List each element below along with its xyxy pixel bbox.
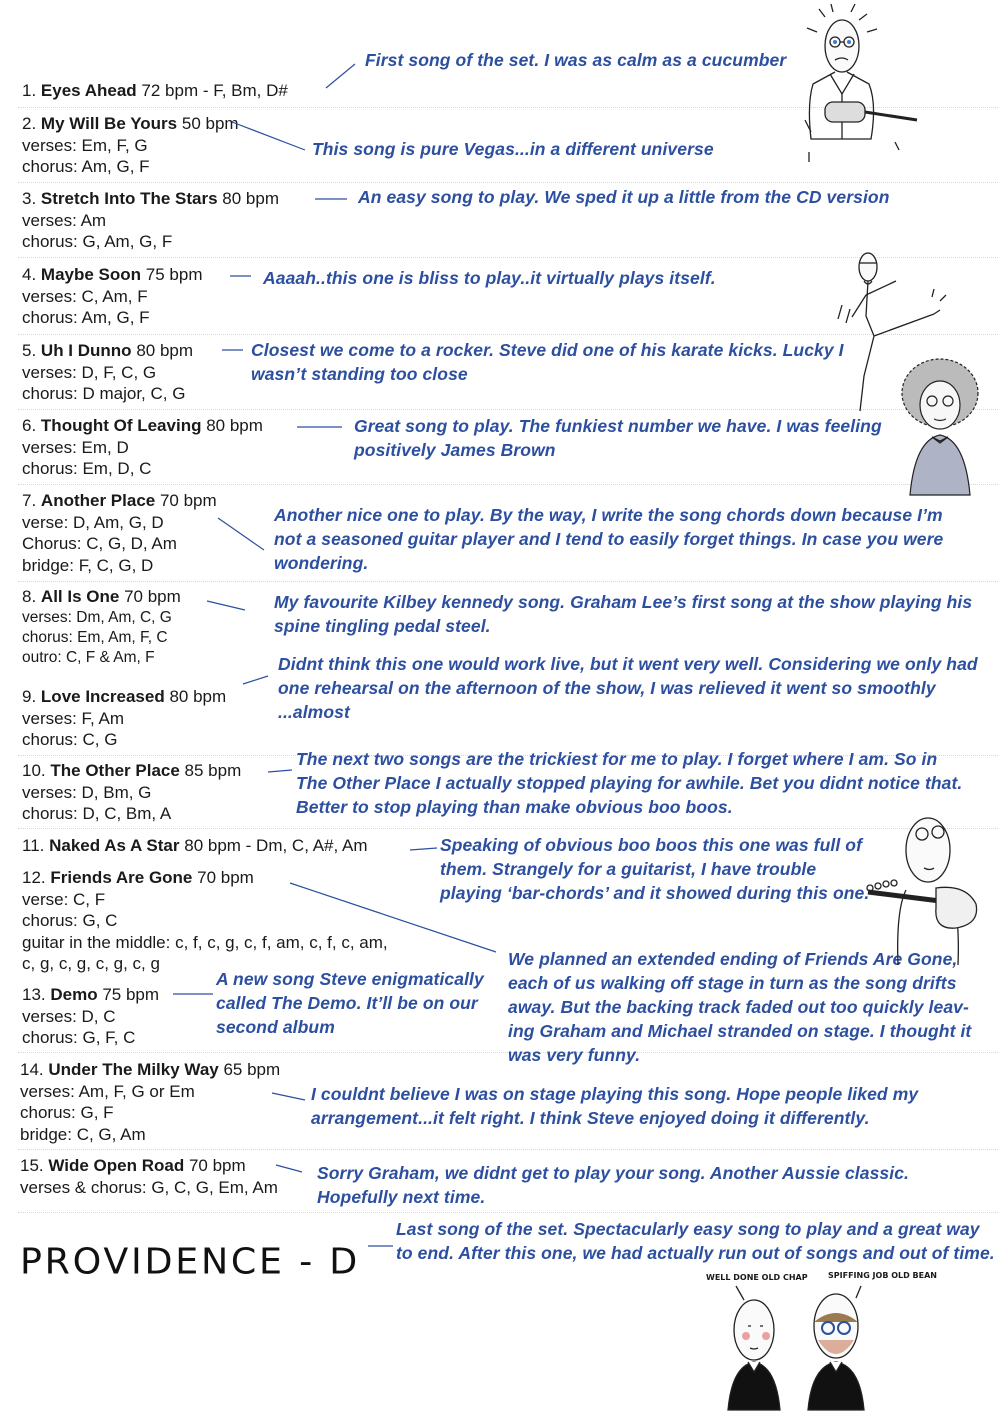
chord-line: verses: Em, D (22, 437, 129, 457)
song-tempo: 85 bpm (184, 761, 242, 780)
song-tempo: 80 bpm (169, 687, 227, 706)
chord-line: chorus: D, C, Bm, A (22, 804, 172, 823)
note-1: First song of the set. I was as calm as a cucumber (365, 50, 787, 70)
song-tempo: 80 bpm (206, 416, 263, 435)
chord-line: verses: D, C (22, 1006, 116, 1026)
song-title: Maybe Soon (40, 265, 142, 284)
note-6: Great song to play. The funkiest number we have. I was feeling positively James Brown (354, 416, 882, 460)
chord-line: chorus: C, G (22, 730, 118, 749)
song-title: The Other Place (50, 761, 180, 780)
song-title: Wide Open Road (48, 1156, 185, 1175)
note-13: A new song Steve enigmatically called The Demo. It’ll be on our second album (216, 969, 484, 1037)
song-title: Naked As A Star (49, 836, 180, 855)
chord-line: verses: Am (22, 210, 107, 230)
note-14: I couldnt believe I was on stage playing this song. Hope people liked my arrangement...it felt right. I think Steve enjoyed doing it differently. (311, 1084, 919, 1128)
note-8: My favourite Kilbey kennedy song. Graham Lee’s first song at the show playing his spine tingling pedal steel. (274, 592, 973, 636)
song-number: 13. (22, 985, 46, 1004)
song-tempo: 80 bpm (222, 189, 279, 208)
note-4: Aaaah..this one is bliss to play..it virtually plays itself. (263, 268, 716, 288)
note-2: This song is pure Vegas...in a different universe (312, 139, 714, 159)
note-5: Closest we come to a rocker. Steve did one of his karate kicks. Lucky I wasn’t standing too close (251, 340, 844, 384)
handwritten-text: PROVIDENCE - D (20, 1240, 361, 1282)
song-title: My Will Be Yours (40, 114, 178, 133)
chord-line: chorus: Am, G, F (22, 157, 150, 176)
chord-line: guitar in the middle: c, f, c, g, c, f, am, c, f, c, am, (22, 932, 388, 952)
chord-line: chorus: Am, G, F (22, 308, 150, 327)
song-number: 3. (22, 189, 37, 208)
song-number: 7. (22, 491, 37, 510)
chord-line: verses: Dm, Am, C, G (22, 608, 172, 626)
song-number: 2. (22, 114, 37, 133)
chord-line: c, g, c, g, c, g, c, g (22, 954, 160, 973)
song-title: Eyes Ahead (40, 81, 137, 100)
song-number: 8. (22, 587, 37, 606)
chord-line: outro: C, F & Am, F (22, 648, 155, 666)
song-tempo: 70 bpm (197, 868, 254, 887)
chord-line: verses & chorus: G, C, G, Em, Am (20, 1177, 278, 1197)
caption-right: SPIFFING JOB OLD BEAN (828, 1271, 937, 1280)
note-11: Speaking of obvious boo boos this one was full of them. Strangely for a guitarist, I have trouble playing ‘bar-chords’ and it showed during this one. (440, 835, 870, 903)
note-9: Didnt think this one would work live, but it went very well. Considering we only had one rehearsal on the afternoon of the show, I was relieved it went so smoothly ...almost (278, 654, 978, 722)
song-tempo: 70 bpm (124, 587, 181, 606)
glasses-guitarist-cartoon (866, 800, 996, 970)
song-tempo: 65 bpm (223, 1060, 281, 1079)
song-tempo: 80 bpm (136, 341, 194, 360)
song-number: 11. (22, 836, 45, 855)
song-tempo: 70 bpm (159, 491, 217, 510)
chord-line: chorus: Em, D, C (22, 459, 152, 478)
handwritten-providence (18, 1232, 368, 1292)
chord-line: verses: Em, F, G (22, 135, 148, 155)
chord-line: verses: F, Am (22, 708, 125, 728)
chord-line: chorus: G, C (22, 911, 118, 930)
song-title: Love Increased (40, 687, 165, 706)
curly-hair-cartoon (890, 355, 1000, 500)
chord-line: bridge: F, C, G, D (22, 555, 154, 575)
chord-line: verse: C, F (22, 889, 106, 909)
chord-line: chorus: D major, C, G (22, 384, 186, 403)
note-7: Another nice one to play. By the way, I write the song chords down because I’m not a seasoned guitar player and I tend to easily forget things. In case you were wondering. (274, 505, 944, 573)
chord-line: Chorus: C, G, D, Am (22, 534, 177, 553)
guitarist-cartoon (795, 2, 925, 167)
chord-line: chorus: G, Am, G, F (22, 232, 173, 251)
song-number: 14. (20, 1060, 44, 1079)
song-title: Thought Of Leaving (40, 416, 202, 435)
song-title: Uh I Dunno (40, 341, 132, 360)
note-10: The next two songs are the trickiest for me to play. I forget where I am. So in The Other Place I actually stopped playing for awhile. Bet you didnt notice that. Better to stop playing than make obvious boo boos. (296, 749, 963, 817)
chord-line: chorus: G, F, C (22, 1028, 136, 1047)
song-number: 6. (22, 416, 37, 435)
song-number: 4. (22, 265, 37, 284)
song-tempo: 75 bpm (145, 265, 203, 284)
chord-line: verses: D, Bm, G (22, 782, 152, 802)
song-title: Another Place (40, 491, 156, 510)
note-16: Last song of the set. Spectacularly easy song to play and a great way to end. After this one, we had actually run out of songs and out of time. (396, 1219, 995, 1263)
chord-line: verses: C, Am, F (22, 286, 148, 306)
song-number: 12. (22, 868, 46, 887)
chord-line: chorus: Em, Am, F, C (22, 628, 168, 646)
song-title: Under The Milky Way (48, 1060, 219, 1079)
song-number: 10. (22, 761, 46, 780)
song-title: Friends Are Gone (50, 868, 193, 887)
two-men-cartoon (718, 1282, 888, 1412)
note-15: Sorry Graham, we didnt get to play your song. Another Aussie classic. Hopefully next time. (317, 1163, 909, 1207)
song-number: 1. (22, 81, 37, 100)
note-3: An easy song to play. We sped it up a little from the CD version (358, 187, 890, 207)
chord-line: verse: D, Am, G, D (22, 512, 164, 532)
song-tempo: 75 bpm (102, 985, 160, 1004)
song-title: All Is One (40, 587, 120, 606)
chord-line: bridge: C, G, Am (20, 1124, 146, 1144)
song-tempo: 50 bpm (181, 114, 239, 133)
song-tempo: 72 bpm - F, Bm, D# (141, 81, 288, 100)
song-number: 15. (20, 1156, 44, 1175)
chord-line: verses: Am, F, G or Em (20, 1081, 195, 1101)
chord-line: verses: D, F, C, G (22, 362, 157, 382)
song-title: Demo (50, 985, 98, 1004)
song-tempo: 70 bpm (188, 1156, 246, 1175)
song-number: 5. (22, 341, 37, 360)
note-12: We planned an extended ending of Friends Are Gone, each of us walking off stage in turn as the song drifts away. But the backing track faded out too quickly leav- ing Graham and Michael stranded on stage. I thought it was very funny. (508, 949, 972, 1065)
chord-line: chorus: G, F (20, 1103, 114, 1122)
handwritten-title (18, 1232, 368, 1297)
song-number: 9. (22, 687, 37, 706)
caption-left: WELL DONE OLD CHAP (706, 1273, 808, 1282)
song-tempo: 80 bpm - Dm, C, A#, Am (184, 836, 368, 855)
song-title: Stretch Into The Stars (40, 189, 218, 208)
